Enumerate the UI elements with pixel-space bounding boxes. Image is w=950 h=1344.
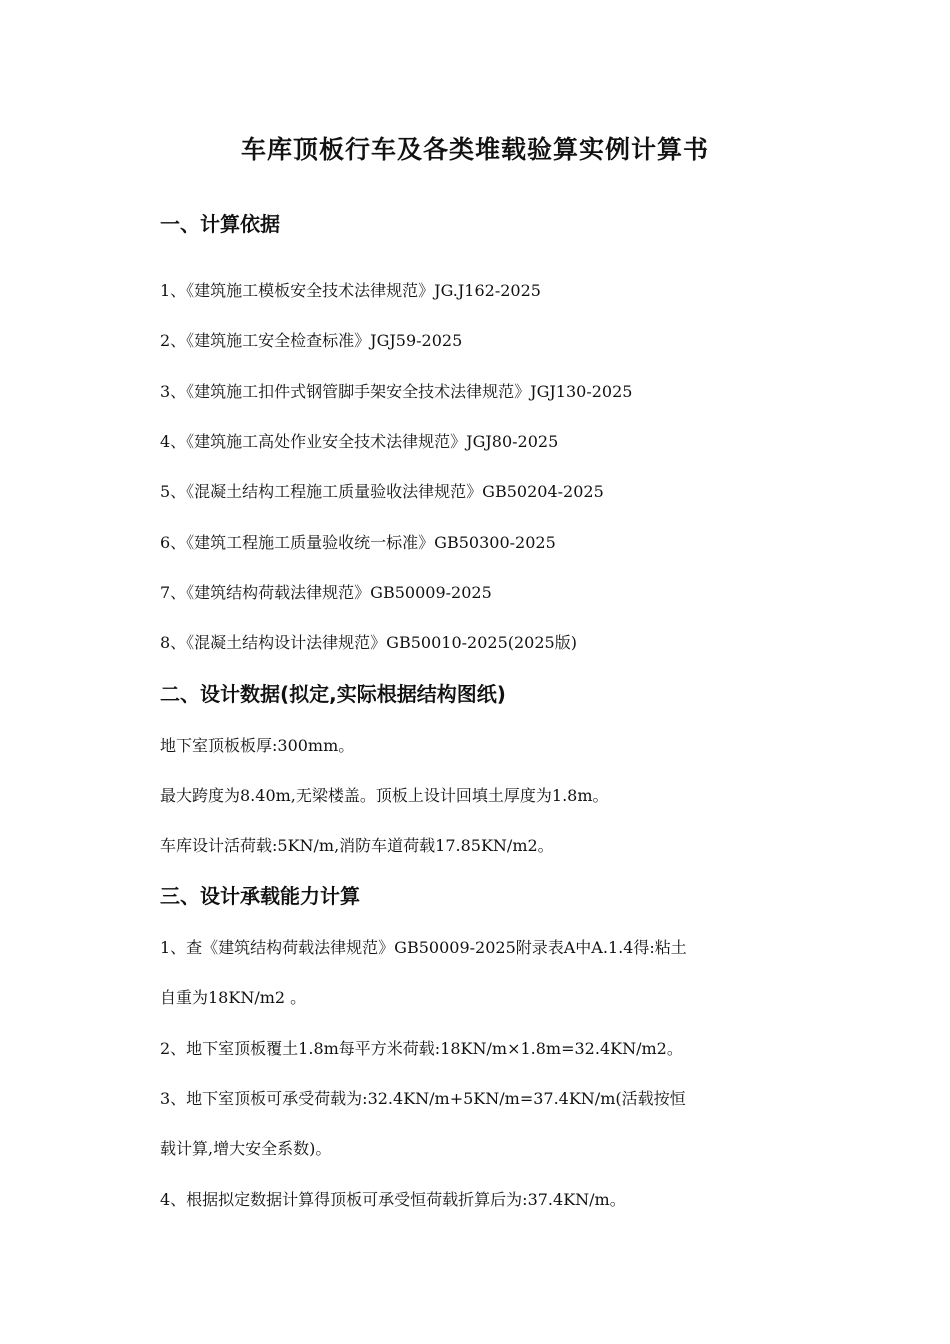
basis-item-2: 2、《建筑施工安全检查标准》JGJ59-2025 xyxy=(160,331,463,350)
capacity-line-1: 1、查《建筑结构荷载法律规范》GB50009-2025附录表A中A.1.4得:粘土 xyxy=(160,938,687,957)
basis-item-4: 4、《建筑施工高处作业安全技术法律规范》JGJ80-2025 xyxy=(160,432,559,451)
design-data-line-3: 车库设计活荷载:5KN/m,消防车道荷载17.85KN/m2。 xyxy=(160,836,554,855)
basis-item-8: 8、《混凝土结构设计法律规范》GB50010-2025(2025版) xyxy=(160,633,577,652)
design-data-line-2: 最大跨度为8.40m,无梁楼盖。顶板上设计回填土厚度为1.8m。 xyxy=(160,786,609,805)
capacity-line-4: 4、根据拟定数据计算得顶板可承受恒荷载折算后为:37.4KN/m。 xyxy=(160,1190,626,1209)
basis-item-1: 1、《建筑施工模板安全技术法律规范》JG.J162-2025 xyxy=(160,281,541,300)
basis-item-5: 5、《混凝土结构工程施工质量验收法律规范》GB50204-2025 xyxy=(160,482,604,501)
capacity-line-3-cont: 载计算,增大安全系数)。 xyxy=(160,1139,332,1158)
basis-item-7: 7、《建筑结构荷载法律规范》GB50009-2025 xyxy=(160,583,492,602)
capacity-line-3: 3、地下室顶板可承受荷载为:32.4KN/m+5KN/m=37.4KN/m(活载按恒 xyxy=(160,1089,686,1108)
document-title: 车库顶板行车及各类堆载验算实例计算书 xyxy=(240,135,709,164)
basis-item-3: 3、《建筑施工扣件式钢管脚手架安全技术法律规范》JGJ130-2025 xyxy=(160,382,633,401)
section-heading-basis: 一、计算依据 xyxy=(160,212,280,236)
capacity-line-2: 2、地下室顶板覆土1.8m每平方米荷载:18KN/m×1.8m=32.4KN/m2。 xyxy=(160,1039,683,1058)
section-heading-capacity: 三、设计承载能力计算 xyxy=(160,884,360,908)
capacity-line-1-cont: 自重为18KN/m2 。 xyxy=(160,988,307,1007)
design-data-line-1: 地下室顶板板厚:300mm。 xyxy=(160,736,355,755)
basis-item-6: 6、《建筑工程施工质量验收统一标准》GB50300-2025 xyxy=(160,533,556,552)
section-heading-design-data: 二、设计数据(拟定,实际根据结构图纸) xyxy=(160,682,506,706)
